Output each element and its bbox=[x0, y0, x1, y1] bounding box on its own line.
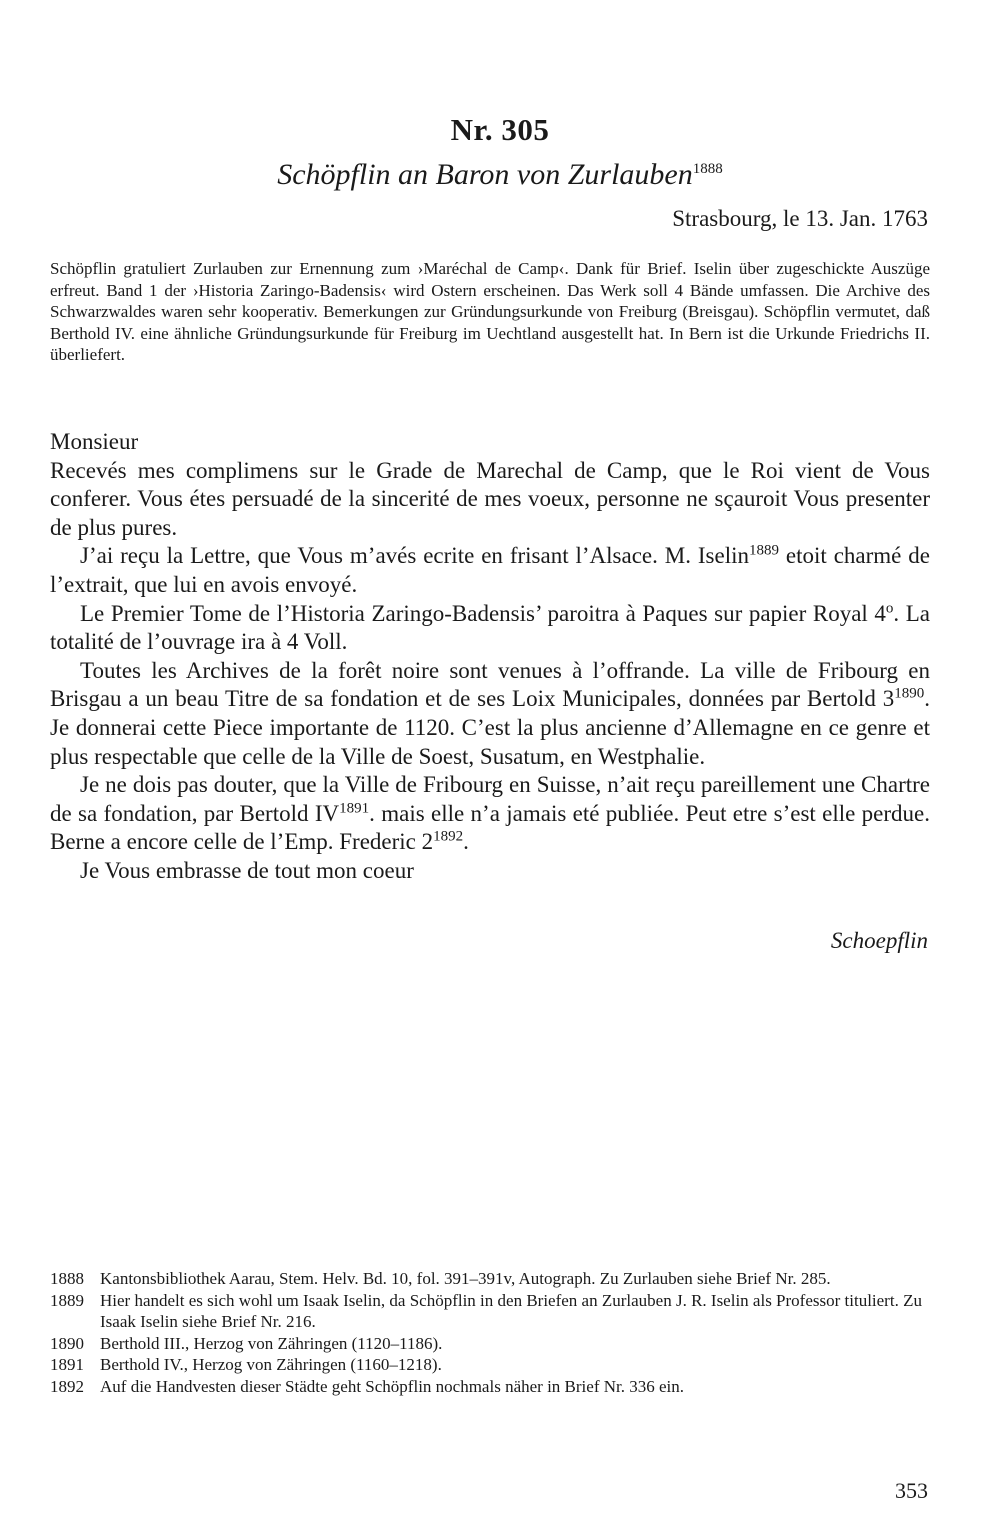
text-run: etoit charmé de l’extrait, que lui en avois envoyé. bbox=[50, 543, 930, 597]
footnote bbox=[50, 1376, 930, 1398]
text-run: Je ne dois pas douter, que la Ville de Fribourg en Suisse, n’ait reçu pareillement une Chartre de sa fondation, par Bertold IV bbox=[50, 772, 930, 826]
footnote-text: Hier handelt es sich wohl um Isaak Iselin, da Schöpflin in den Briefen an Zurlauben J. R. Iselin als Professor tituliert. Zu Isaak Iselin siehe Brief Nr. 216. bbox=[100, 1290, 922, 1331]
footnote-number: 1892 bbox=[50, 1376, 84, 1396]
footnote bbox=[50, 1333, 930, 1355]
text-run: . bbox=[463, 829, 469, 855]
signature: Schoepflin bbox=[830, 928, 928, 953]
footnote-ref: 1891 bbox=[339, 800, 370, 817]
footnote-text: Berthold IV., Herzog von Zähringen (1160–1218). bbox=[100, 1355, 442, 1374]
salutation: Monsieur bbox=[50, 429, 139, 454]
footnote-ref: 1889 bbox=[749, 542, 779, 559]
footnote-ref: 1890 bbox=[894, 685, 925, 702]
place-date: Strasbourg, le 13. Jan. 1763 bbox=[672, 206, 928, 231]
text-run: . Je donnerai cette Piece importante de 1120. C’est la plus ancienne d’Allemagne en ce genre et plus respectable que celle de la Ville de Soest, Susatum, en Westphalie. bbox=[50, 686, 930, 769]
letter-summary: Schöpflin gratuliert Zurlauben zur Ernennung zum ›Maréchal de Camp‹. Dank für Brief. Iselin über zugeschickte Auszüge erfreut. Band 1 der ›Historia Zaringo-Badensis‹ wird Ostern erscheinen. Das Werk soll 4 Bände umfassen. Die Archive des Schwarzwaldes waren sehr kooperativ. Bemerkungen zur Gründungsurkunde von Freiburg (Breisgau). Schöpflin vermutet, daß Berthold IV. eine ähnliche Gründungsurkunde für Freiburg im Uechtland ausgestellt hat. In Bern ist die Urkunde Friedrichs II. überliefert. bbox=[50, 259, 930, 364]
text-run: . La totalité de l’ouvrage ira à 4 Voll. bbox=[50, 600, 930, 655]
text-run: . mais elle n’a jamais eté publiée. Peut etre s’est elle perdue. Berne a encore celle de l’Emp. Frederic 2 bbox=[50, 800, 930, 855]
paragraph: Recevés mes complimens sur le Grade de Marechal de Camp, que le Roi vient de Vous conferer. Vous étes persuadé de la sincerité de mes voeux, personne ne sçauroit Vous presenter de plus pures. bbox=[50, 457, 930, 540]
footnote bbox=[50, 1354, 930, 1376]
footnote-text: Kantonsbibliothek Aarau, Stem. Helv. Bd. 10, fol. 391–391v, Autograph. Zu Zurlauben siehe Brief Nr. 285. bbox=[100, 1269, 831, 1288]
paragraph bbox=[50, 600, 930, 657]
footnote bbox=[50, 1290, 930, 1333]
letter-title bbox=[0, 158, 1000, 192]
letter-number: Nr. 305 bbox=[450, 112, 550, 147]
footnotes bbox=[50, 1268, 930, 1397]
text-run: J’ai reçu la Lettre, que Vous m’avés ecrite en frisant l’Alsace. M. Iselin bbox=[80, 543, 749, 569]
footnote-ref: 1888 bbox=[692, 161, 723, 177]
footnote bbox=[50, 1268, 930, 1290]
page-number: 353 bbox=[895, 1478, 928, 1503]
footnote-ref: 1892 bbox=[433, 828, 464, 845]
ordinal-sup: o bbox=[885, 599, 894, 616]
letter-title-text: Schöpflin an Baron von Zurlauben bbox=[277, 158, 693, 191]
letter-body bbox=[50, 428, 930, 886]
footnote-text: Berthold III., Herzog von Zähringen (1120–1186). bbox=[100, 1333, 443, 1353]
footnote-text: Auf die Handvesten dieser Städte geht Schöpflin nochmals näher in Brief Nr. 336 ein. bbox=[100, 1376, 684, 1396]
paragraph bbox=[50, 542, 930, 599]
footnote-number: 1888 bbox=[50, 1269, 84, 1288]
footnote-number: 1889 bbox=[50, 1290, 84, 1310]
footnote-number: 1891 bbox=[50, 1355, 84, 1374]
closing: Je Vous embrasse de tout mon coeur bbox=[80, 857, 414, 883]
text-run: Toutes les Archives de la forêt noire sont venues à l’offrande. La ville de Fribourg en Brisgau a un beau Titre de sa fondation et de ses Loix Municipales, données par Bertold 3 bbox=[50, 657, 930, 712]
footnote-number: 1890 bbox=[50, 1333, 84, 1353]
paragraph bbox=[50, 657, 930, 771]
text-run: Le Premier Tome de l’Historia Zaringo-Badensis’ paroitra à Paques sur papier Royal 4 bbox=[80, 600, 886, 626]
paragraph bbox=[50, 771, 930, 857]
